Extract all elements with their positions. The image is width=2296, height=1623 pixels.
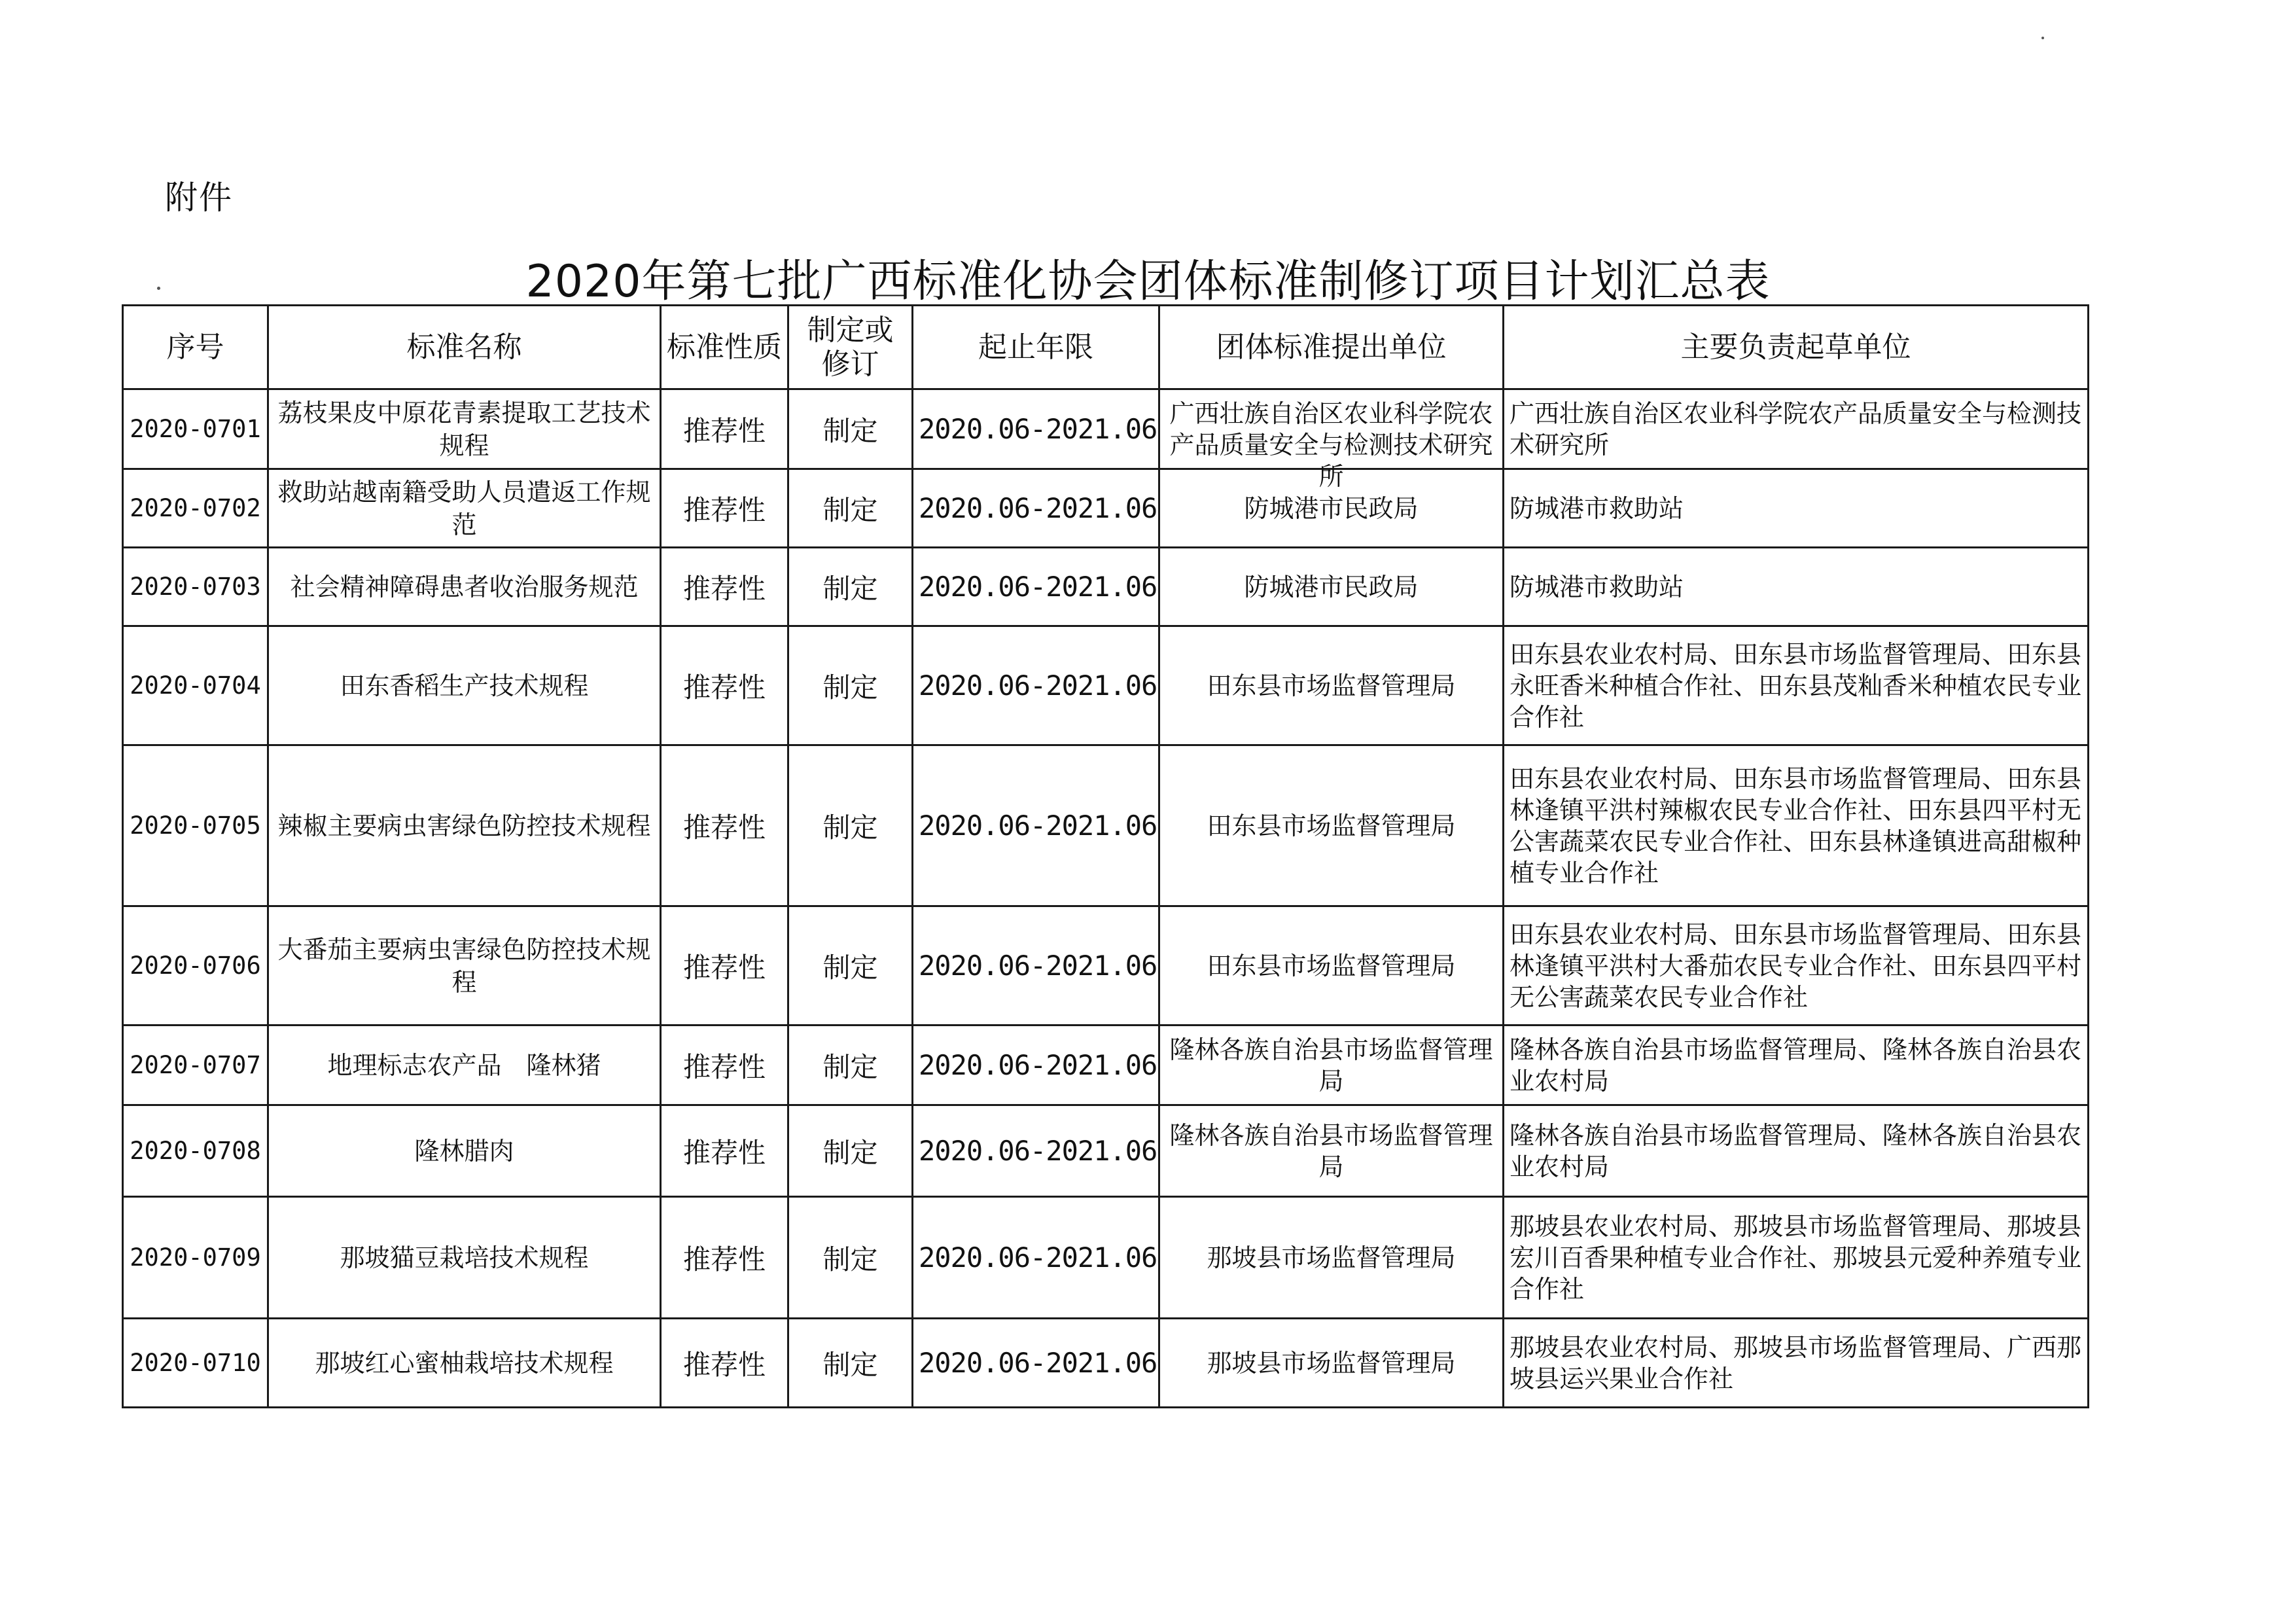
row-id: 2020-0703 [123,548,268,626]
row-period: 2020.06-2021.06 [913,548,1159,626]
table-row [123,1319,2089,1408]
row-period: 2020.06-2021.06 [913,1197,1159,1319]
header-id: 序号 [123,306,268,389]
document-title: 2020年第七批广西标准化协会团体标准制修订项目计划汇总表 [525,256,1771,308]
row-type: 制定 [788,469,913,548]
row-id: 2020-0705 [123,745,268,906]
row-period: 2020.06-2021.06 [913,745,1159,906]
row-standard-name: 地理标志农产品 隆林猪 [268,1026,661,1105]
row-standard-name: 隆林腊肉 [268,1105,661,1197]
row-standard-name: 荔枝果皮中原花青素提取工艺技术规程 [268,389,661,469]
annex-label: 附件 [165,179,233,217]
table-row [123,389,2089,469]
row-type: 制定 [788,548,913,626]
row-standard-name: 那坡红心蜜柚栽培技术规程 [268,1319,661,1408]
row-proposer: 田东县市场监督管理局 [1159,906,1504,1026]
row-period: 2020.06-2021.06 [913,906,1159,1026]
row-nature: 推荐性 [661,1105,788,1197]
header-period: 起止年限 [913,306,1159,389]
header-drafter: 主要负责起草单位 [1504,306,2089,389]
row-drafter: 田东县农业农村局、田东县市场监督管理局、田东县林逢镇平洪村辣椒农民专业合作社、田东县四平村无公害蔬菜农民专业合作社、田东县林逢镇进高甜椒种植专业合作社 [1504,745,2089,906]
row-nature: 推荐性 [661,906,788,1026]
row-proposer: 那坡县市场监督管理局 [1159,1197,1504,1319]
row-drafter: 那坡县农业农村局、那坡县市场监督管理局、广西那坡县运兴果业合作社 [1504,1319,2089,1408]
row-type: 制定 [788,1197,913,1319]
row-proposer: 防城港市民政局 [1159,469,1504,548]
table-header-row [123,306,2089,389]
table-row [123,745,2089,906]
table-row [123,1105,2089,1197]
scan-speck [157,287,160,290]
row-proposer: 田东县市场监督管理局 [1159,745,1504,906]
row-id: 2020-0702 [123,469,268,548]
row-id: 2020-0708 [123,1105,268,1197]
table-row [123,548,2089,626]
row-drafter: 防城港市救助站 [1504,548,2089,626]
row-standard-name: 社会精神障碍患者收治服务规范 [268,548,661,626]
row-type: 制定 [788,1319,913,1408]
row-drafter: 广西壮族自治区农业科学院农产品质量安全与检测技术研究所 [1504,389,2089,469]
table-row [123,1197,2089,1319]
row-standard-name: 辣椒主要病虫害绿色防控技术规程 [268,745,661,906]
row-type: 制定 [788,1105,913,1197]
header-nature: 标准性质 [661,306,788,389]
row-period: 2020.06-2021.06 [913,626,1159,745]
row-nature: 推荐性 [661,1197,788,1319]
table-row [123,906,2089,1026]
row-drafter: 隆林各族自治县市场监督管理局、隆林各族自治县农业农村局 [1504,1105,2089,1197]
row-standard-name: 大番茄主要病虫害绿色防控技术规程 [268,906,661,1026]
row-id: 2020-0701 [123,389,268,469]
header-name: 标准名称 [268,306,661,389]
row-nature: 推荐性 [661,548,788,626]
row-type: 制定 [788,745,913,906]
row-proposer: 广西壮族自治区农业科学院农产品质量安全与检测技术研究所 [1169,399,1493,491]
table-row [123,1026,2089,1105]
row-id: 2020-0709 [123,1197,268,1319]
row-proposer: 隆林各族自治县市场监督管理局 [1159,1026,1504,1105]
row-id: 2020-0704 [123,626,268,745]
row-proposer: 田东县市场监督管理局 [1159,626,1504,745]
row-nature: 推荐性 [661,626,788,745]
row-proposer: 防城港市民政局 [1159,548,1504,626]
row-nature: 推荐性 [661,389,788,469]
row-period: 2020.06-2021.06 [913,1105,1159,1197]
row-period: 2020.06-2021.06 [913,469,1159,548]
project-plan-table [122,304,2089,1408]
row-drafter: 那坡县农业农村局、那坡县市场监督管理局、那坡县宏川百香果种植专业合作社、那坡县元爱种养殖专业合作社 [1504,1197,2089,1319]
row-id: 2020-0707 [123,1026,268,1105]
table-row [123,626,2089,745]
table-row [123,469,2089,548]
row-nature: 推荐性 [661,1026,788,1105]
row-nature: 推荐性 [661,745,788,906]
row-id: 2020-0706 [123,906,268,1026]
row-proposer: 那坡县市场监督管理局 [1159,1319,1504,1408]
scan-speck [2041,37,2044,39]
row-drafter: 田东县农业农村局、田东县市场监督管理局、田东县林逢镇平洪村大番茄农民专业合作社、田东县四平村无公害蔬菜农民专业合作社 [1504,906,2089,1026]
header-type: 制定或修订 [788,306,913,389]
row-nature: 推荐性 [661,469,788,548]
row-period: 2020.06-2021.06 [913,1026,1159,1105]
row-standard-name: 田东香稻生产技术规程 [268,626,661,745]
row-drafter: 隆林各族自治县市场监督管理局、隆林各族自治县农业农村局 [1504,1026,2089,1105]
row-proposer: 隆林各族自治县市场监督管理局 [1159,1105,1504,1197]
row-type: 制定 [788,389,913,469]
row-period: 2020.06-2021.06 [913,1319,1159,1408]
row-period: 2020.06-2021.06 [913,389,1159,469]
row-type: 制定 [788,906,913,1026]
row-standard-name: 救助站越南籍受助人员遣返工作规范 [268,469,661,548]
row-nature: 推荐性 [661,1319,788,1408]
row-id: 2020-0710 [123,1319,268,1408]
header-proposer: 团体标准提出单位 [1159,306,1504,389]
row-drafter: 田东县农业农村局、田东县市场监督管理局、田东县永旺香米种植合作社、田东县茂籼香米种植农民专业合作社 [1504,626,2089,745]
row-standard-name: 那坡猫豆栽培技术规程 [268,1197,661,1319]
row-type: 制定 [788,626,913,745]
row-type: 制定 [788,1026,913,1105]
row-drafter: 防城港市救助站 [1504,469,2089,548]
